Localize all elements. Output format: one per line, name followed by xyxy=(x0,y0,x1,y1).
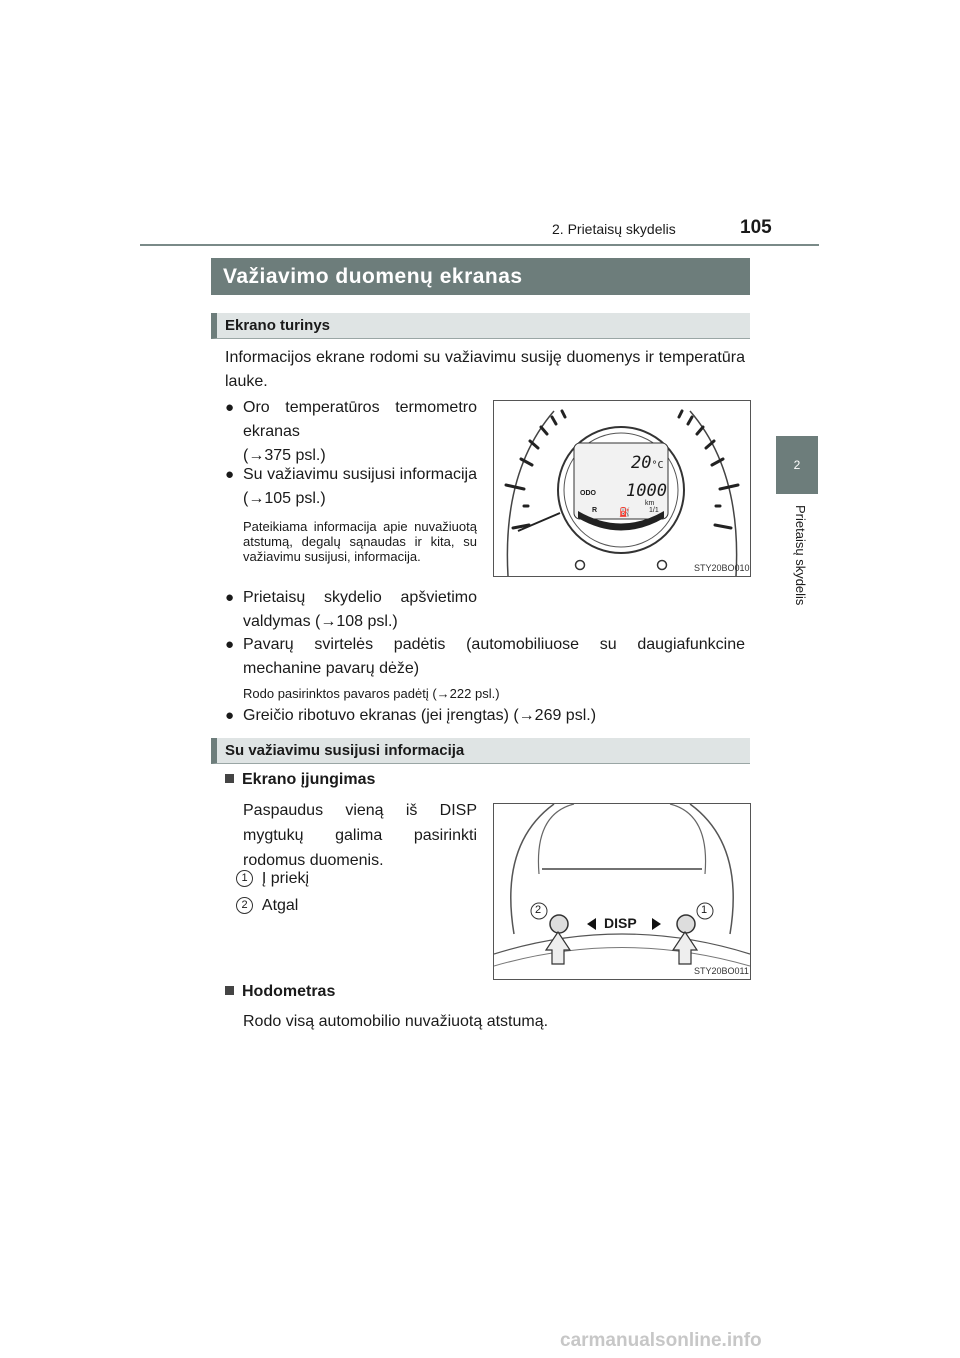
page-number: 105 xyxy=(740,217,772,238)
watermark: carmanualsonline.info xyxy=(560,1330,762,1351)
fuel-pump-icon: ⛽ xyxy=(619,507,631,517)
chapter-tab xyxy=(776,436,818,494)
number-badge: 2 xyxy=(236,897,253,914)
bullet-item: ● Greičio ribotuvo ekranas (jei įrengtas) (→269 psl.) xyxy=(225,704,745,728)
bullet-note: Pateikiama informacija apie nuvažiuotą atstumą, degalų sąnaudas ir kita, su važiavimu susijusi, informacija. xyxy=(243,519,477,564)
chapter-tab-label: Prietaisų skydelis xyxy=(793,505,808,606)
odometer-unit: km xyxy=(645,500,655,507)
chapter-tab-number: 2 xyxy=(793,458,801,472)
temperature-readout: 20°C xyxy=(631,453,664,473)
bullet-note: Rodo pasirinktos pavaros padėtį (→222 psl.) xyxy=(243,686,500,701)
odo-label: ODO xyxy=(580,490,596,497)
subheading-hodometras: Hodometras xyxy=(225,983,335,1001)
disp-buttons-illustration xyxy=(494,804,750,979)
disp-label: DISP xyxy=(604,915,637,931)
number-badge: 1 xyxy=(236,870,253,887)
subheading-ekrano-ijungimas: Ekrano įjungimas xyxy=(225,771,375,789)
bullet-item: ● Prietaisų skydelio apšvietimo valdymas (→108 psl.) xyxy=(225,586,477,634)
bullet-icon: ● xyxy=(225,589,235,606)
fuel-empty-label: R xyxy=(592,507,598,514)
square-bullet-icon xyxy=(225,774,234,783)
bullet-item: ● Su važiavimu susijusi informacija (→105 psl.) xyxy=(225,463,477,511)
odometer-readout: 1000 xyxy=(626,481,667,501)
callout-number-1: 1 xyxy=(701,904,708,916)
square-bullet-icon xyxy=(225,986,234,995)
figure-code: STY20BO011 xyxy=(694,966,749,976)
instrument-cluster-figure xyxy=(493,400,751,577)
list-item-forward: 1 Į priekį xyxy=(236,870,309,888)
odometer-paragraph: Rodo visą automobilio nuvažiuotą atstumą. xyxy=(243,1013,549,1030)
bullet-item: ● Pavarų svirtelės padėtis (automobiliuose su daugiafunkcine mechanine pavarų dėže) xyxy=(225,633,745,681)
fuel-full-label: 1/1 xyxy=(649,507,659,514)
disp-buttons-figure xyxy=(493,803,751,980)
instrument-cluster-illustration xyxy=(494,401,750,576)
section-heading-ekrano-turinys: Ekrano turinys xyxy=(211,313,750,339)
bullet-reference: (→375 psl.) xyxy=(243,447,326,464)
bullet-icon: ● xyxy=(225,707,235,724)
bullet-icon: ● xyxy=(225,636,235,653)
bullet-icon: ● xyxy=(225,399,235,416)
figure-code: STY20BO010 xyxy=(694,563,750,573)
bullet-item: ● Oro temperatūros termometro ekranas xyxy=(225,396,477,444)
intro-paragraph: Informacijos ekrane rodomi su važiavimu susiję duomenys ir temperatūra lauke. xyxy=(225,349,745,390)
section-heading-su-vaziavimu: Su važiavimu susijusi informacija xyxy=(211,738,750,764)
header-divider xyxy=(140,244,819,246)
page-title: Važiavimo duomenų ekranas xyxy=(211,258,750,295)
display-switch-paragraph: Paspaudus vieną iš DISP mygtukų galima pasirinkti rodomus duomenis. xyxy=(243,802,477,869)
callout-number-2: 2 xyxy=(535,904,542,916)
list-item-back: 2 Atgal xyxy=(236,897,298,915)
bullet-icon: ● xyxy=(225,466,235,483)
running-header-section: 2. Prietaisų skydelis xyxy=(552,221,676,237)
